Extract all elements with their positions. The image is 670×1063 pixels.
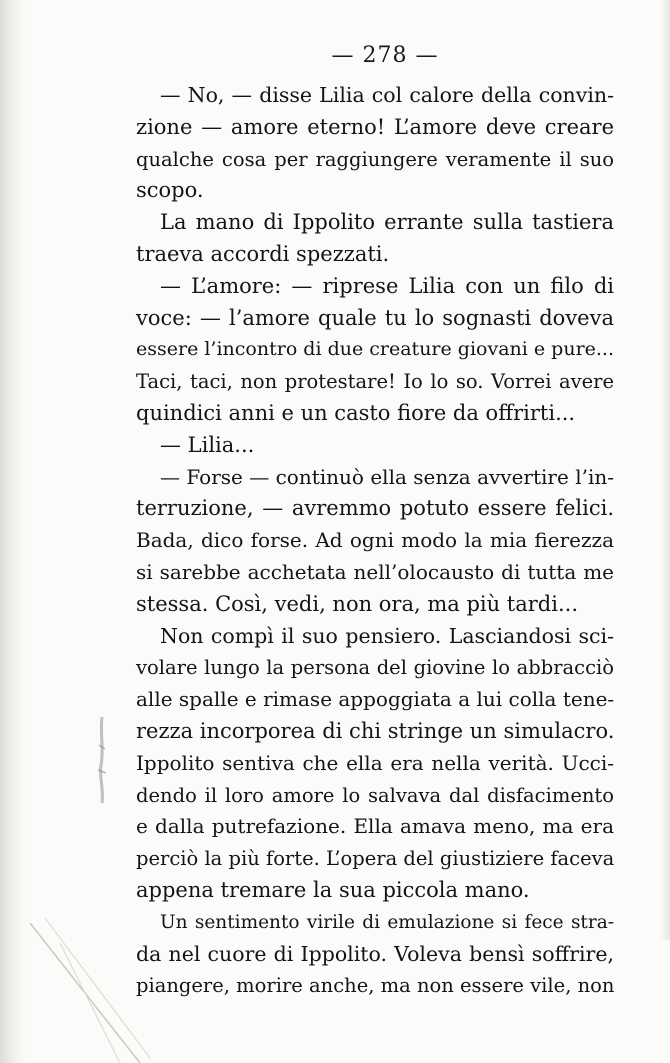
text-line: Non compì il suo pensiero. Lasciandosi sci- (160, 623, 614, 648)
text-line: da nel cuore di Ippolito. Voleva bensì soffrire, (136, 941, 614, 966)
text-line: — Lilia... (160, 432, 255, 457)
text-line: Un sentimento virile di emulazione si fece stra- (160, 911, 614, 933)
text-line: rezza incorporea di chi stringe un simulacro. (136, 718, 615, 743)
text-line: scopo. (136, 178, 204, 203)
text-line: — Forse — continuò ella senza avvertire l’in- (160, 464, 614, 489)
text-line: — No, — disse Lilia col calore della convin- (160, 83, 614, 107)
text-line: voce: — l’amore quale tu lo sognasti doveva (136, 305, 614, 330)
text-line: alle spalle e rimase appoggiata a lui colla tene- (136, 687, 615, 712)
text-line: Ippolito sentiva che ella era nella verità. Ucci- (136, 750, 614, 775)
text-line: essere l’incontro di due creature giovani e pure... (136, 338, 615, 361)
text-line: traeva accordi spezzati. (136, 241, 390, 266)
text-line: e dalla putrefazione. Ella amava meno, ma era (136, 814, 614, 839)
text-line: si sarebbe acchetata nell’olocausto di tutta me (136, 559, 614, 584)
text-line: perciò la più forte. L’opera del giustiziere faceva (136, 847, 615, 871)
text-line: terruzione, — avremmo potuto essere felici. (136, 496, 614, 521)
page-number: — 278 — (331, 43, 439, 68)
text-line: dendo il loro amore lo salvava dal disfacimento (136, 783, 614, 807)
text-line: stessa. Così, vedi, non ora, ma più tardi... (136, 591, 578, 616)
text-line: quindici anni e un casto fiore da offrirti... (136, 400, 576, 425)
text-line: La mano di Ippolito errante sulla tastiera (160, 210, 614, 235)
text-line: Taci, taci, non protestare! Io lo so. Vorrei avere (136, 370, 614, 394)
text-line: zione — amore eterno! L’amore deve creare (136, 114, 614, 139)
body-text (136, 80, 614, 1002)
margin-smudge (95, 715, 109, 805)
text-line: piangere, morire anche, ma non essere vile, non (136, 974, 615, 998)
text-line: volare lungo la persona del giovine lo abbracciò (136, 656, 614, 680)
text-line: qualche cosa per raggiungere veramente il suo (136, 147, 614, 171)
text-line: — L’amore: — riprese Lilia con un filo di (160, 273, 614, 298)
text-line: Bada, dico forse. Ad ogni modo la mia fierezza (136, 528, 614, 553)
page-edge (660, 0, 670, 940)
text-line: appena tremare la sua piccola mano. (136, 877, 530, 902)
